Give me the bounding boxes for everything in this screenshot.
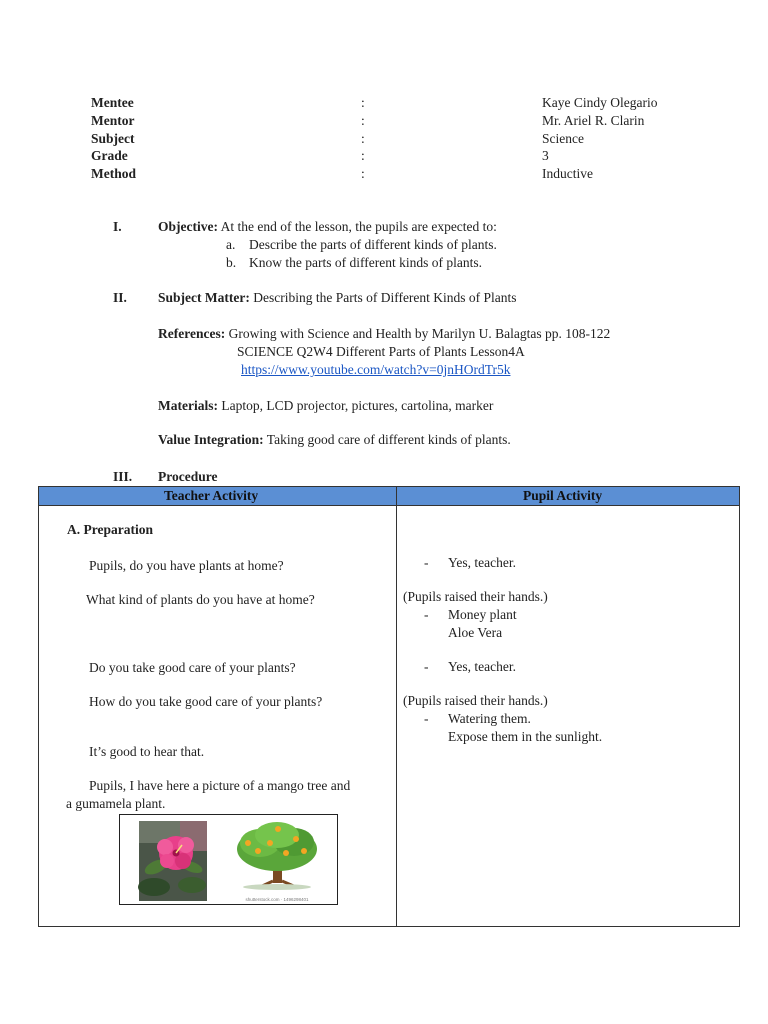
mentor-label: Mentor (91, 113, 135, 128)
pupil-answer: Watering them. (448, 711, 531, 726)
pupil-answer: Money plant (448, 607, 517, 622)
subject-matter-line (158, 290, 517, 306)
grade-colon: : (361, 148, 365, 163)
value-integration-line (158, 432, 511, 448)
objective-item-marker: b. (226, 255, 237, 270)
teacher-line: How do you take good care of your plants? (89, 694, 323, 709)
procedure-label: Procedure (158, 469, 218, 484)
value-integration-text: Taking good care of different kinds of plants. (266, 432, 511, 447)
objective-item: Describe the parts of different kinds of plants. (249, 237, 497, 252)
grade-label: Grade (91, 148, 128, 163)
objective-label: Objective: (158, 219, 218, 234)
picture-caption: shutterstock.com · 1496298401 (245, 897, 309, 902)
materials-label: Materials: (158, 398, 218, 413)
teacher-line: Pupils, I have here a picture of a mango tree and (89, 778, 351, 793)
pupil-dash: - (424, 659, 429, 674)
objective-numeral: I. (113, 219, 122, 234)
table-header-row (39, 487, 739, 506)
reference-2: SCIENCE Q2W4 Different Parts of Plants Lesson4A (237, 344, 525, 359)
teacher-line: It’s good to hear that. (89, 744, 205, 759)
pupil-note: (Pupils raised their hands.) (403, 693, 548, 708)
method-colon: : (361, 166, 365, 181)
plant-pictures (119, 814, 338, 905)
procedure-numeral: III. (113, 469, 133, 484)
objective-line (158, 219, 497, 235)
mentor-colon: : (361, 113, 365, 128)
pupil-note: (Pupils raised their hands.) (403, 589, 548, 604)
materials-line (158, 398, 493, 414)
references-label: References: (158, 326, 226, 341)
value-integration-label: Value Integration: (158, 432, 264, 447)
subject-colon: : (361, 131, 365, 146)
teacher-activity-header: Teacher Activity (164, 488, 259, 503)
references-line (158, 326, 610, 342)
objective-item: Know the parts of different kinds of plants. (249, 255, 482, 270)
pupil-dash: - (424, 711, 429, 726)
materials-text: Laptop, LCD projector, pictures, cartolina, marker (221, 398, 494, 413)
teacher-line: a gumamela plant. (66, 796, 166, 811)
pupil-answer: Yes, teacher. (448, 659, 516, 674)
pupil-answer: Expose them in the sunlight. (448, 729, 603, 744)
teacher-line: Pupils, do you have plants at home? (89, 558, 284, 573)
mentee-label: Mentee (91, 95, 134, 110)
teacher-line: What kind of plants do you have at home? (86, 592, 315, 607)
subject-matter-numeral: II. (113, 290, 127, 305)
subject-matter-text: Describing the Parts of Different Kinds of Plants (253, 290, 517, 305)
mentor-value: Mr. Ariel R. Clarin (542, 113, 645, 128)
method-label: Method (91, 166, 136, 181)
subject-label: Subject (91, 131, 135, 146)
pupil-dash: - (424, 555, 429, 570)
grade-value: 3 (542, 148, 549, 163)
pupil-dash: - (424, 607, 429, 622)
reference-1: Growing with Science and Health by Marilyn U. Balagtas pp. 108-122 (228, 326, 611, 341)
subject-value: Science (542, 131, 584, 146)
table-column-divider (396, 487, 397, 926)
method-value: Inductive (542, 166, 593, 181)
subject-matter-label: Subject Matter: (158, 290, 250, 305)
plant-pictures-svg (120, 815, 337, 904)
pupil-answer: Aloe Vera (448, 625, 503, 640)
objective-item-marker: a. (226, 237, 236, 252)
pupil-answer: Yes, teacher. (448, 555, 516, 570)
youtube-link[interactable]: https://www.youtube.com/watch?v=0jnHOrdTr5k (241, 362, 511, 377)
section-preparation: A. Preparation (67, 522, 153, 537)
gumamela-photo (138, 821, 207, 901)
pupil-activity-header: Pupil Activity (523, 488, 603, 503)
teacher-line: Do you take good care of your plants? (89, 660, 296, 675)
objective-text: At the end of the lesson, the pupils are expected to: (220, 219, 497, 234)
mango-tree-illustration (237, 822, 317, 902)
mentee-colon: : (361, 95, 365, 110)
mentee-value: Kaye Cindy Olegario (542, 95, 658, 110)
